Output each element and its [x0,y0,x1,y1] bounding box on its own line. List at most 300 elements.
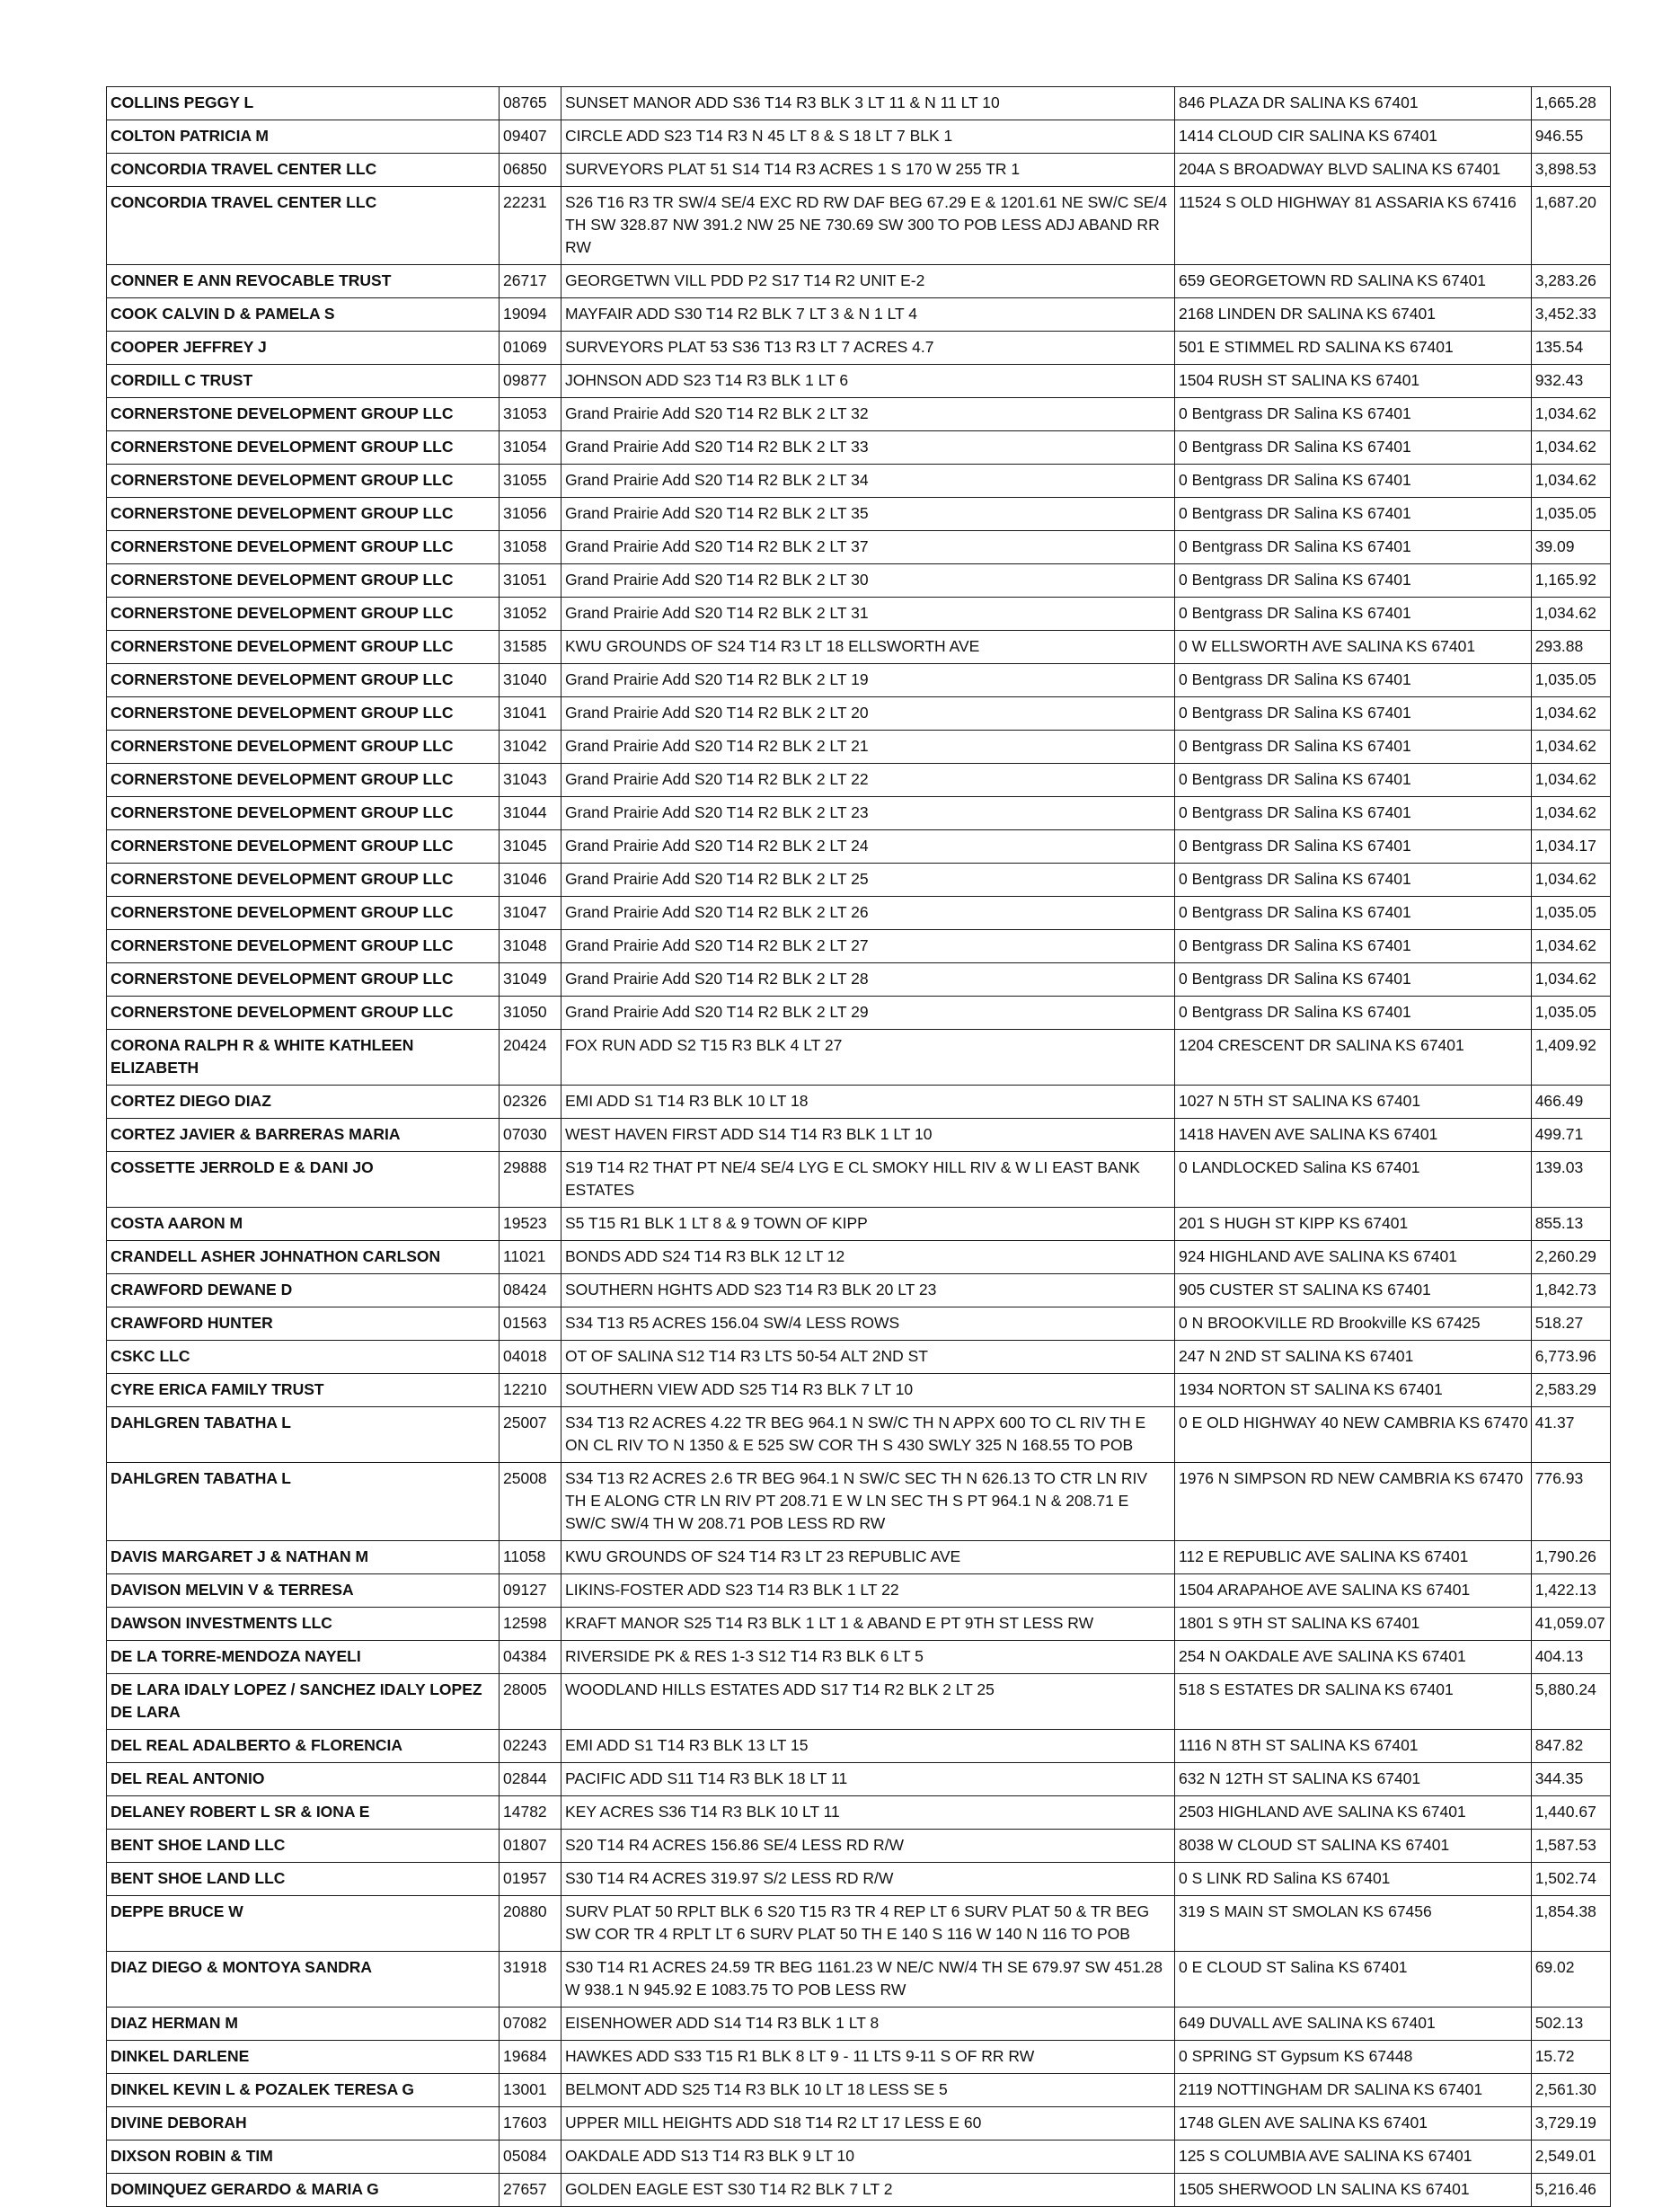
owner-cell: DEPPE BRUCE W [107,1896,500,1952]
tax-amount-cell: 3,898.53 [1531,154,1610,187]
tax-amount-cell: 1,790.26 [1531,1541,1610,1574]
property-address-cell: 0 LANDLOCKED Salina KS 67401 [1175,1152,1532,1208]
owner-cell: COSTA AARON M [107,1208,500,1241]
legal-description-cell: Grand Prairie Add S20 T14 R2 BLK 2 LT 25 [561,864,1175,897]
property-address-cell: 1934 NORTON ST SALINA KS 67401 [1175,1374,1532,1407]
parcel-id-cell: 19684 [500,2041,561,2074]
tax-amount-cell: 41,059.07 [1531,1608,1610,1641]
legal-description-cell: Grand Prairie Add S20 T14 R2 BLK 2 LT 20 [561,697,1175,731]
owner-cell: COLTON PATRICIA M [107,120,500,154]
parcel-id-cell: 31044 [500,797,561,830]
tax-amount-cell: 932.43 [1531,365,1610,398]
legal-description-cell: Grand Prairie Add S20 T14 R2 BLK 2 LT 31 [561,598,1175,631]
legal-description-cell: S34 T13 R2 ACRES 2.6 TR BEG 964.1 N SW/C SEC TH N 626.13 TO CTR LN RIV TH E ALONG CTR LN RIV PT 208.71 E W LN SEC TH S PT 964.1 N & 208.71 E SW/C SW/4 TH W 208.71 POB LESS RD RW [561,1463,1175,1541]
parcel-id-cell: 28005 [500,1674,561,1730]
tax-amount-cell: 41.37 [1531,1407,1610,1463]
legal-description-cell: EISENHOWER ADD S14 T14 R3 BLK 1 LT 8 [561,2008,1175,2041]
tax-amount-cell: 1,034.62 [1531,797,1610,830]
property-address-cell: 0 E CLOUD ST Salina KS 67401 [1175,1952,1532,2008]
parcel-id-cell: 02326 [500,1086,561,1119]
tax-amount-cell: 1,035.05 [1531,498,1610,531]
parcel-id-cell: 20880 [500,1896,561,1952]
table-row [107,598,1611,631]
parcel-id-cell: 25008 [500,1463,561,1541]
legal-description-cell: LIKINS-FOSTER ADD S23 T14 R3 BLK 1 LT 22 [561,1574,1175,1608]
table-row [107,365,1611,398]
property-address-cell: 1504 ARAPAHOE AVE SALINA KS 67401 [1175,1574,1532,1608]
legal-description-cell: JOHNSON ADD S23 T14 R3 BLK 1 LT 6 [561,365,1175,398]
parcel-id-cell: 31056 [500,498,561,531]
owner-cell: CRAWFORD DEWANE D [107,1274,500,1307]
owner-cell: DIAZ HERMAN M [107,2008,500,2041]
owner-cell: DIVINE DEBORAH [107,2107,500,2141]
tax-amount-cell: 139.03 [1531,1152,1610,1208]
property-address-cell: 112 E REPUBLIC AVE SALINA KS 67401 [1175,1541,1532,1574]
property-address-cell: 0 Bentgrass DR Salina KS 67401 [1175,531,1532,564]
property-address-cell: 2503 HIGHLAND AVE SALINA KS 67401 [1175,1796,1532,1830]
owner-cell: CONCORDIA TRAVEL CENTER LLC [107,187,500,265]
legal-description-cell: EMI ADD S1 T14 R3 BLK 10 LT 18 [561,1086,1175,1119]
legal-description-cell: Grand Prairie Add S20 T14 R2 BLK 2 LT 27 [561,930,1175,963]
tax-amount-cell: 1,035.05 [1531,997,1610,1030]
owner-cell: CORNERSTONE DEVELOPMENT GROUP LLC [107,797,500,830]
property-address-cell: 924 HIGHLAND AVE SALINA KS 67401 [1175,1241,1532,1274]
parcel-id-cell: 01069 [500,332,561,365]
tax-amount-cell: 1,034.62 [1531,598,1610,631]
legal-description-cell: KWU GROUNDS OF S24 T14 R3 LT 18 ELLSWORTH AVE [561,631,1175,664]
tax-amount-cell: 1,665.28 [1531,87,1610,120]
owner-cell: DELANEY ROBERT L SR & IONA E [107,1796,500,1830]
property-address-cell: 1116 N 8TH ST SALINA KS 67401 [1175,1730,1532,1763]
owner-cell: CORNERSTONE DEVELOPMENT GROUP LLC [107,431,500,465]
owner-cell: CORNERSTONE DEVELOPMENT GROUP LLC [107,631,500,664]
tax-amount-cell: 2,561.30 [1531,2074,1610,2107]
legal-description-cell: EMI ADD S1 T14 R3 BLK 13 LT 15 [561,1730,1175,1763]
parcel-id-cell: 11058 [500,1541,561,1574]
tax-amount-cell: 1,422.13 [1531,1574,1610,1608]
tax-amount-cell: 2,260.29 [1531,1241,1610,1274]
parcel-id-cell: 17603 [500,2107,561,2141]
parcel-id-cell: 31058 [500,531,561,564]
property-address-cell: 501 E STIMMEL RD SALINA KS 67401 [1175,332,1532,365]
legal-description-cell: KRAFT MANOR S25 T14 R3 BLK 1 LT 1 & ABAND E PT 9TH ST LESS RW [561,1608,1175,1641]
owner-cell: DIAZ DIEGO & MONTOYA SANDRA [107,1952,500,2008]
table-row [107,631,1611,664]
owner-cell: CORNERSTONE DEVELOPMENT GROUP LLC [107,897,500,930]
parcel-id-cell: 07082 [500,2008,561,2041]
parcel-id-cell: 31042 [500,731,561,764]
parcel-id-cell: 31054 [500,431,561,465]
property-address-cell: 125 S COLUMBIA AVE SALINA KS 67401 [1175,2141,1532,2174]
property-address-cell: 1204 CRESCENT DR SALINA KS 67401 [1175,1030,1532,1086]
legal-description-cell: S19 T14 R2 THAT PT NE/4 SE/4 LYG E CL SMOKY HILL RIV & W LI EAST BANK ESTATES [561,1152,1175,1208]
owner-cell: CONCORDIA TRAVEL CENTER LLC [107,154,500,187]
legal-description-cell: KEY ACRES S36 T14 R3 BLK 10 LT 11 [561,1796,1175,1830]
owner-cell: DE LARA IDALY LOPEZ / SANCHEZ IDALY LOPEZ DE LARA [107,1674,500,1730]
table-row [107,1541,1611,1574]
owner-cell: CORNERSTONE DEVELOPMENT GROUP LLC [107,864,500,897]
property-address-cell: 0 Bentgrass DR Salina KS 67401 [1175,498,1532,531]
owner-cell: CORONA RALPH R & WHITE KATHLEEN ELIZABETH [107,1030,500,1086]
property-address-cell: 0 Bentgrass DR Salina KS 67401 [1175,465,1532,498]
parcel-id-cell: 31052 [500,598,561,631]
parcel-id-cell: 04018 [500,1341,561,1374]
tax-amount-cell: 1,440.67 [1531,1796,1610,1830]
parcel-id-cell: 20424 [500,1030,561,1086]
table-row [107,764,1611,797]
legal-description-cell: S34 T13 R5 ACRES 156.04 SW/4 LESS ROWS [561,1307,1175,1341]
parcel-id-cell: 31918 [500,1952,561,2008]
table-row [107,1952,1611,2008]
parcel-id-cell: 19523 [500,1208,561,1241]
property-address-cell: 0 E OLD HIGHWAY 40 NEW CAMBRIA KS 67470 [1175,1407,1532,1463]
table-row [107,1608,1611,1641]
parcel-id-cell: 01957 [500,1863,561,1896]
parcel-id-cell: 31046 [500,864,561,897]
property-address-cell: 201 S HUGH ST KIPP KS 67401 [1175,1208,1532,1241]
tax-amount-cell: 5,880.24 [1531,1674,1610,1730]
table-row [107,2107,1611,2141]
owner-cell: CORNERSTONE DEVELOPMENT GROUP LLC [107,598,500,631]
property-address-cell: 204A S BROADWAY BLVD SALINA KS 67401 [1175,154,1532,187]
legal-description-cell: S30 T14 R1 ACRES 24.59 TR BEG 1161.23 W NE/C NW/4 TH SE 679.97 SW 451.28 W 938.1 N 945.92 E 1083.75 TO POB LESS RW [561,1952,1175,2008]
property-address-cell: 0 Bentgrass DR Salina KS 67401 [1175,764,1532,797]
property-address-cell: 1801 S 9TH ST SALINA KS 67401 [1175,1608,1532,1641]
legal-description-cell: Grand Prairie Add S20 T14 R2 BLK 2 LT 26 [561,897,1175,930]
legal-description-cell: OT OF SALINA S12 T14 R3 LTS 50-54 ALT 2ND ST [561,1341,1175,1374]
table-row [107,1374,1611,1407]
property-address-cell: 1027 N 5TH ST SALINA KS 67401 [1175,1086,1532,1119]
delinquent-tax-table [106,86,1611,2207]
legal-description-cell: Grand Prairie Add S20 T14 R2 BLK 2 LT 23 [561,797,1175,830]
table-row [107,1208,1611,1241]
owner-cell: DINKEL KEVIN L & POZALEK TERESA G [107,2074,500,2107]
table-row [107,564,1611,598]
legal-description-cell: SOUTHERN VIEW ADD S25 T14 R3 BLK 7 LT 10 [561,1374,1175,1407]
tax-amount-cell: 1,502.74 [1531,1863,1610,1896]
table-row [107,1086,1611,1119]
parcel-id-cell: 31047 [500,897,561,930]
property-address-cell: 11524 S OLD HIGHWAY 81 ASSARIA KS 67416 [1175,187,1532,265]
owner-cell: DE LA TORRE-MENDOZA NAYELI [107,1641,500,1674]
table-row [107,1152,1611,1208]
property-address-cell: 0 Bentgrass DR Salina KS 67401 [1175,864,1532,897]
parcel-id-cell: 05084 [500,2141,561,2174]
legal-description-cell: RIVERSIDE PK & RES 1-3 S12 T14 R3 BLK 6 LT 5 [561,1641,1175,1674]
owner-cell: CORNERSTONE DEVELOPMENT GROUP LLC [107,764,500,797]
parcel-id-cell: 31055 [500,465,561,498]
parcel-id-cell: 31585 [500,631,561,664]
tax-amount-cell: 1,854.38 [1531,1896,1610,1952]
property-address-cell: 0 Bentgrass DR Salina KS 67401 [1175,897,1532,930]
legal-description-cell: KWU GROUNDS OF S24 T14 R3 LT 23 REPUBLIC AVE [561,1541,1175,1574]
tax-amount-cell: 1,034.62 [1531,963,1610,997]
legal-description-cell: S34 T13 R2 ACRES 4.22 TR BEG 964.1 N SW/C TH N APPX 600 TO CL RIV TH E ON CL RIV TO N 1350 & E 525 SW COR TH S 430 SWLY 325 N 168.55 TO POB [561,1407,1175,1463]
parcel-id-cell: 01807 [500,1830,561,1863]
property-address-cell: 632 N 12TH ST SALINA KS 67401 [1175,1763,1532,1796]
table-row [107,1274,1611,1307]
table-row [107,332,1611,365]
owner-cell: CORDILL C TRUST [107,365,500,398]
parcel-id-cell: 01563 [500,1307,561,1341]
table-row [107,830,1611,864]
legal-description-cell: WOODLAND HILLS ESTATES ADD S17 T14 R2 BLK 2 LT 25 [561,1674,1175,1730]
tax-amount-cell: 3,283.26 [1531,265,1610,298]
property-address-cell: 1414 CLOUD CIR SALINA KS 67401 [1175,120,1532,154]
legal-description-cell: Grand Prairie Add S20 T14 R2 BLK 2 LT 34 [561,465,1175,498]
table-row [107,697,1611,731]
parcel-id-cell: 31048 [500,930,561,963]
property-address-cell: 0 S LINK RD Salina KS 67401 [1175,1863,1532,1896]
table-row [107,2041,1611,2074]
legal-description-cell: SURVEYORS PLAT 51 S14 T14 R3 ACRES 1 S 170 W 255 TR 1 [561,154,1175,187]
table-row [107,154,1611,187]
tax-amount-cell: 1,035.05 [1531,897,1610,930]
tax-amount-cell: 5,216.46 [1531,2174,1610,2207]
legal-description-cell: Grand Prairie Add S20 T14 R2 BLK 2 LT 33 [561,431,1175,465]
legal-description-cell: Grand Prairie Add S20 T14 R2 BLK 2 LT 35 [561,498,1175,531]
table-row [107,1641,1611,1674]
property-address-cell: 1748 GLEN AVE SALINA KS 67401 [1175,2107,1532,2141]
property-address-cell: 846 PLAZA DR SALINA KS 67401 [1175,87,1532,120]
owner-cell: CORNERSTONE DEVELOPMENT GROUP LLC [107,398,500,431]
parcel-id-cell: 08765 [500,87,561,120]
legal-description-cell: Grand Prairie Add S20 T14 R2 BLK 2 LT 30 [561,564,1175,598]
parcel-id-cell: 31040 [500,664,561,697]
tax-amount-cell: 518.27 [1531,1307,1610,1341]
table-row [107,897,1611,930]
property-address-cell: 0 Bentgrass DR Salina KS 67401 [1175,564,1532,598]
tax-amount-cell: 1,409.92 [1531,1030,1610,1086]
owner-cell: DINKEL DARLENE [107,2041,500,2074]
legal-description-cell: OAKDALE ADD S13 T14 R3 BLK 9 LT 10 [561,2141,1175,2174]
property-address-cell: 2119 NOTTINGHAM DR SALINA KS 67401 [1175,2074,1532,2107]
owner-cell: CORNERSTONE DEVELOPMENT GROUP LLC [107,697,500,731]
tax-amount-cell: 69.02 [1531,1952,1610,2008]
legal-description-cell: Grand Prairie Add S20 T14 R2 BLK 2 LT 37 [561,531,1175,564]
property-address-cell: 0 Bentgrass DR Salina KS 67401 [1175,598,1532,631]
parcel-id-cell: 31051 [500,564,561,598]
parcel-id-cell: 14782 [500,1796,561,1830]
legal-description-cell: CIRCLE ADD S23 T14 R3 N 45 LT 8 & S 18 LT 7 BLK 1 [561,120,1175,154]
parcel-id-cell: 25007 [500,1407,561,1463]
owner-cell: CONNER E ANN REVOCABLE TRUST [107,265,500,298]
legal-description-cell: GEORGETWN VILL PDD P2 S17 T14 R2 UNIT E-2 [561,265,1175,298]
parcel-id-cell: 19094 [500,298,561,332]
property-address-cell: 319 S MAIN ST SMOLAN KS 67456 [1175,1896,1532,1952]
parcel-id-cell: 12598 [500,1608,561,1641]
tax-amount-cell: 39.09 [1531,531,1610,564]
tax-amount-cell: 3,729.19 [1531,2107,1610,2141]
table-row [107,498,1611,531]
parcel-id-cell: 04384 [500,1641,561,1674]
legal-description-cell: FOX RUN ADD S2 T15 R3 BLK 4 LT 27 [561,1030,1175,1086]
property-address-cell: 0 N BROOKVILLE RD Brookville KS 67425 [1175,1307,1532,1341]
owner-cell: CORNERSTONE DEVELOPMENT GROUP LLC [107,465,500,498]
owner-cell: CORNERSTONE DEVELOPMENT GROUP LLC [107,930,500,963]
table-row [107,298,1611,332]
legal-description-cell: S26 T16 R3 TR SW/4 SE/4 EXC RD RW DAF BEG 67.29 E & 1201.61 NE SW/C SE/4 TH SW 328.87 NW 391.2 NW 25 NE 730.69 SW 300 TO POB LESS ADJ ABAND RR RW [561,187,1175,265]
table-row [107,864,1611,897]
tax-amount-cell: 855.13 [1531,1208,1610,1241]
parcel-id-cell: 29888 [500,1152,561,1208]
parcel-id-cell: 22231 [500,187,561,265]
parcel-id-cell: 12210 [500,1374,561,1407]
table-row [107,265,1611,298]
table-row [107,431,1611,465]
property-address-cell: 1505 SHERWOOD LN SALINA KS 67401 [1175,2174,1532,2207]
table-row [107,187,1611,265]
parcel-id-cell: 31045 [500,830,561,864]
legal-description-cell: S20 T14 R4 ACRES 156.86 SE/4 LESS RD R/W [561,1830,1175,1863]
owner-cell: CORTEZ JAVIER & BARRERAS MARIA [107,1119,500,1152]
table-row [107,1119,1611,1152]
table-row [107,1763,1611,1796]
property-address-cell: 8038 W CLOUD ST SALINA KS 67401 [1175,1830,1532,1863]
tax-amount-cell: 1,034.62 [1531,398,1610,431]
legal-description-cell: UPPER MILL HEIGHTS ADD S18 T14 R2 LT 17 LESS E 60 [561,2107,1175,2141]
tax-amount-cell: 1,165.92 [1531,564,1610,598]
tax-amount-cell: 1,687.20 [1531,187,1610,265]
owner-cell: BENT SHOE LAND LLC [107,1830,500,1863]
tax-amount-cell: 499.71 [1531,1119,1610,1152]
table-row [107,930,1611,963]
owner-cell: CORNERSTONE DEVELOPMENT GROUP LLC [107,830,500,864]
legal-description-cell: BELMONT ADD S25 T14 R3 BLK 10 LT 18 LESS SE 5 [561,2074,1175,2107]
owner-cell: DOMINQUEZ GERARDO & MARIA G [107,2174,500,2207]
owner-cell: CORNERSTONE DEVELOPMENT GROUP LLC [107,531,500,564]
table-row [107,465,1611,498]
tax-amount-cell: 1,842.73 [1531,1274,1610,1307]
parcel-id-cell: 26717 [500,265,561,298]
property-address-cell: 247 N 2ND ST SALINA KS 67401 [1175,1341,1532,1374]
table-row [107,1241,1611,1274]
legal-description-cell: SURVEYORS PLAT 53 S36 T13 R3 LT 7 ACRES 4.7 [561,332,1175,365]
table-row [107,1830,1611,1863]
parcel-id-cell: 07030 [500,1119,561,1152]
parcel-id-cell: 08424 [500,1274,561,1307]
owner-cell: DEL REAL ADALBERTO & FLORENCIA [107,1730,500,1763]
owner-cell: CORNERSTONE DEVELOPMENT GROUP LLC [107,997,500,1030]
table-row [107,1307,1611,1341]
parcel-id-cell: 02243 [500,1730,561,1763]
table-row [107,797,1611,830]
parcel-id-cell: 31049 [500,963,561,997]
parcel-id-cell: 02844 [500,1763,561,1796]
tax-amount-cell: 1,034.62 [1531,930,1610,963]
tax-amount-cell: 404.13 [1531,1641,1610,1674]
owner-cell: DAVIS MARGARET J & NATHAN M [107,1541,500,1574]
table-row [107,398,1611,431]
tax-amount-cell: 776.93 [1531,1463,1610,1541]
legal-description-cell: MAYFAIR ADD S30 T14 R2 BLK 7 LT 3 & N 1 LT 4 [561,298,1175,332]
parcel-id-cell: 09127 [500,1574,561,1608]
parcel-id-cell: 11021 [500,1241,561,1274]
legal-description-cell: Grand Prairie Add S20 T14 R2 BLK 2 LT 28 [561,963,1175,997]
legal-description-cell: SOUTHERN HGHTS ADD S23 T14 R3 BLK 20 LT 23 [561,1274,1175,1307]
table-row [107,1796,1611,1830]
legal-description-cell: Grand Prairie Add S20 T14 R2 BLK 2 LT 21 [561,731,1175,764]
legal-description-cell: Grand Prairie Add S20 T14 R2 BLK 2 LT 19 [561,664,1175,697]
legal-description-cell: GOLDEN EAGLE EST S30 T14 R2 BLK 7 LT 2 [561,2174,1175,2207]
parcel-id-cell: 31043 [500,764,561,797]
property-address-cell: 1418 HAVEN AVE SALINA KS 67401 [1175,1119,1532,1152]
owner-cell: BENT SHOE LAND LLC [107,1863,500,1896]
legal-description-cell: HAWKES ADD S33 T15 R1 BLK 8 LT 9 - 11 LTS 9-11 S OF RR RW [561,2041,1175,2074]
tax-amount-cell: 466.49 [1531,1086,1610,1119]
owner-cell: COOPER JEFFREY J [107,332,500,365]
owner-cell: COOK CALVIN D & PAMELA S [107,298,500,332]
tax-amount-cell: 1,034.62 [1531,864,1610,897]
owner-cell: DAWSON INVESTMENTS LLC [107,1608,500,1641]
table-row [107,731,1611,764]
table-row [107,87,1611,120]
tax-amount-cell: 1,034.62 [1531,731,1610,764]
tax-amount-cell: 502.13 [1531,2008,1610,2041]
property-address-cell: 0 Bentgrass DR Salina KS 67401 [1175,664,1532,697]
property-address-cell: 0 SPRING ST Gypsum KS 67448 [1175,2041,1532,2074]
table-row [107,531,1611,564]
tax-amount-cell: 1,034.62 [1531,697,1610,731]
table-row [107,997,1611,1030]
legal-description-cell: Grand Prairie Add S20 T14 R2 BLK 2 LT 24 [561,830,1175,864]
tax-amount-cell: 6,773.96 [1531,1341,1610,1374]
property-address-cell: 0 Bentgrass DR Salina KS 67401 [1175,398,1532,431]
table-row [107,963,1611,997]
tax-amount-cell: 135.54 [1531,332,1610,365]
owner-cell: CYRE ERICA FAMILY TRUST [107,1374,500,1407]
owner-cell: CORNERSTONE DEVELOPMENT GROUP LLC [107,731,500,764]
table-row [107,1730,1611,1763]
legal-description-cell: Grand Prairie Add S20 T14 R2 BLK 2 LT 32 [561,398,1175,431]
property-address-cell: 2168 LINDEN DR SALINA KS 67401 [1175,298,1532,332]
property-address-cell: 0 Bentgrass DR Salina KS 67401 [1175,697,1532,731]
parcel-id-cell: 31050 [500,997,561,1030]
table-row [107,1463,1611,1541]
tax-amount-cell: 15.72 [1531,2041,1610,2074]
owner-cell: DIXSON ROBIN & TIM [107,2141,500,2174]
parcel-id-cell: 31041 [500,697,561,731]
owner-cell: CORNERSTONE DEVELOPMENT GROUP LLC [107,564,500,598]
legal-description-cell: SURV PLAT 50 RPLT BLK 6 S20 T15 R3 TR 4 REP LT 6 SURV PLAT 50 & TR BEG SW COR TR 4 RPLT LT 6 SURV PLAT 50 TH E 140 S 116 W 140 N 116 TO POB [561,1896,1175,1952]
table-row [107,1407,1611,1463]
table-row [107,1030,1611,1086]
tax-amount-cell: 3,452.33 [1531,298,1610,332]
owner-cell: CORNERSTONE DEVELOPMENT GROUP LLC [107,664,500,697]
table-row [107,1896,1611,1952]
tax-amount-cell: 293.88 [1531,631,1610,664]
property-address-cell: 905 CUSTER ST SALINA KS 67401 [1175,1274,1532,1307]
legal-description-cell: Grand Prairie Add S20 T14 R2 BLK 2 LT 22 [561,764,1175,797]
table-row [107,1863,1611,1896]
owner-cell: DAHLGREN TABATHA L [107,1463,500,1541]
table-body [107,87,1611,2207]
property-address-cell: 0 Bentgrass DR Salina KS 67401 [1175,431,1532,465]
property-address-cell: 518 S ESTATES DR SALINA KS 67401 [1175,1674,1532,1730]
tax-amount-cell: 847.82 [1531,1730,1610,1763]
property-address-cell: 0 Bentgrass DR Salina KS 67401 [1175,830,1532,864]
property-address-cell: 0 Bentgrass DR Salina KS 67401 [1175,963,1532,997]
owner-cell: DAVISON MELVIN V & TERRESA [107,1574,500,1608]
legal-description-cell: WEST HAVEN FIRST ADD S14 T14 R3 BLK 1 LT 10 [561,1119,1175,1152]
tax-amount-cell: 1,034.17 [1531,830,1610,864]
table-row [107,1574,1611,1608]
property-address-cell: 0 Bentgrass DR Salina KS 67401 [1175,731,1532,764]
property-address-cell: 649 DUVALL AVE SALINA KS 67401 [1175,2008,1532,2041]
owner-cell: CORTEZ DIEGO DIAZ [107,1086,500,1119]
legal-description-cell: PACIFIC ADD S11 T14 R3 BLK 18 LT 11 [561,1763,1175,1796]
owner-cell: CRANDELL ASHER JOHNATHON CARLSON [107,1241,500,1274]
